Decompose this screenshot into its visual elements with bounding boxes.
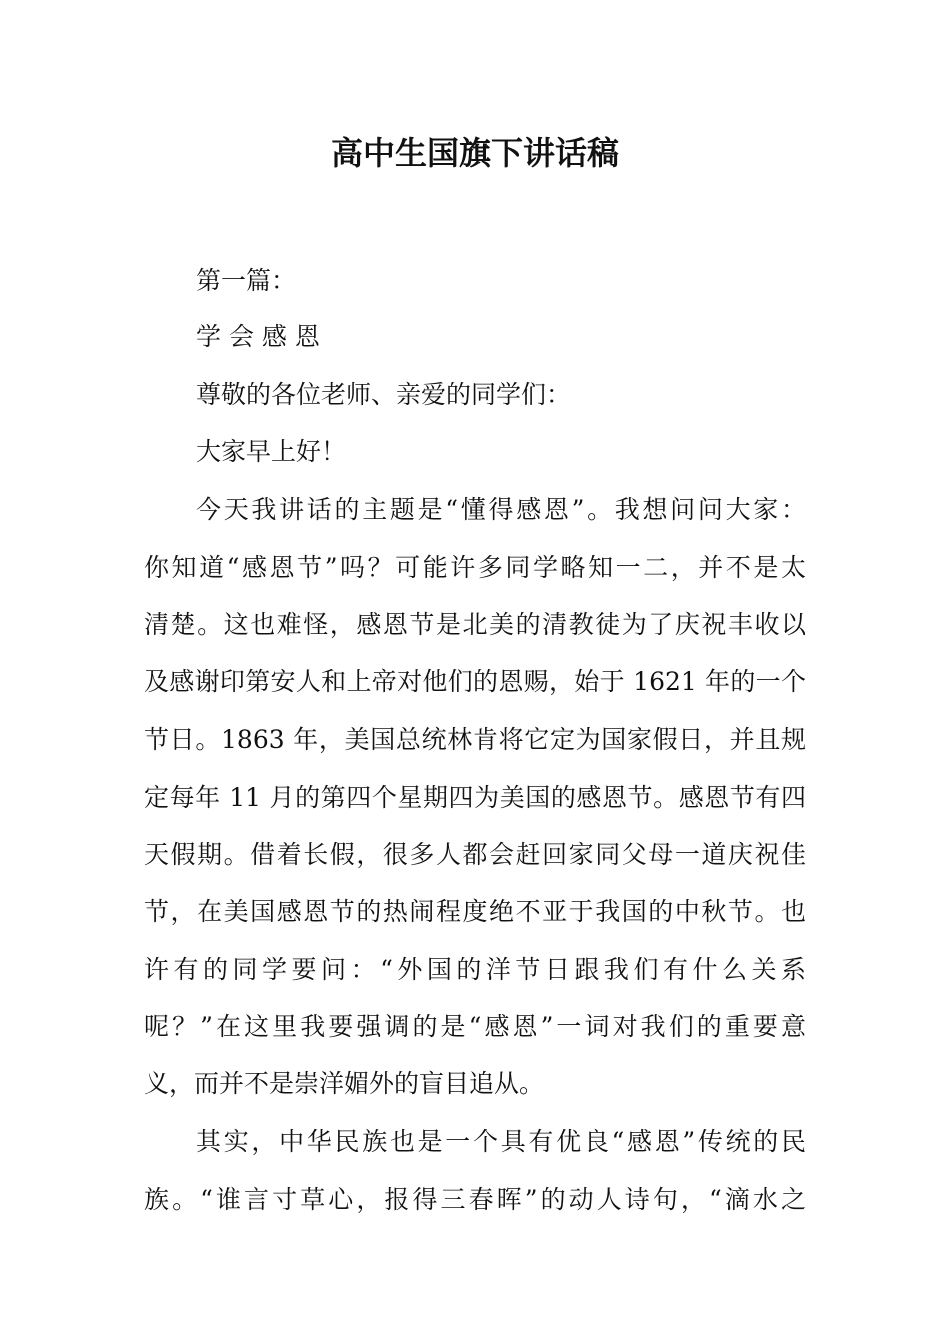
section-label: 第一篇：	[196, 266, 297, 295]
greeting: 大家早上好！	[196, 437, 347, 466]
salutation: 尊敬的各位老师、亲爱的同学们：	[196, 380, 572, 409]
paragraph-line: 节日。1863 年，美国总统林肯将它定为国家假日，并且规	[144, 725, 806, 754]
paragraph-line: 许有的同学要问：“外国的洋节日跟我们有什么关系	[144, 955, 806, 984]
paragraph-line: 呢？”在这里我要强调的是“感恩”一词对我们的重要意	[144, 1012, 806, 1041]
paragraph-line: 清楚。这也难怪，感恩节是北美的清教徒为了庆祝丰收以	[144, 610, 806, 639]
paragraph-line: 义，而并不是崇洋媚外的盲目追从。	[144, 1069, 545, 1098]
paragraph-line: 今天我讲话的主题是“懂得感恩”。我想问问大家：	[196, 495, 806, 524]
paragraph-line: 定每年 11 月的第四个星期四为美国的感恩节。感恩节有四	[144, 783, 806, 812]
document-title: 高中生国旗下讲话稿	[330, 134, 619, 172]
paragraph-line: 你知道“感恩节”吗？可能许多同学略知一二，并不是太	[144, 553, 806, 582]
paragraph-line: 及感谢印第安人和上帝对他们的恩赐，始于 1621 年的一个	[144, 667, 806, 696]
paragraph-line: 其实，中华民族也是一个具有优良“感恩”传统的民	[196, 1127, 806, 1156]
speech-topic: 学 会 感 恩	[196, 322, 320, 351]
paragraph-line: 天假期。借着长假，很多人都会赶回家同父母一道庆祝佳	[144, 840, 806, 869]
paragraph-line: 族。“谁言寸草心，报得三春晖”的动人诗句，“滴水之	[144, 1185, 806, 1214]
paragraph-line: 节，在美国感恩节的热闹程度绝不亚于我国的中秋节。也	[144, 897, 806, 926]
